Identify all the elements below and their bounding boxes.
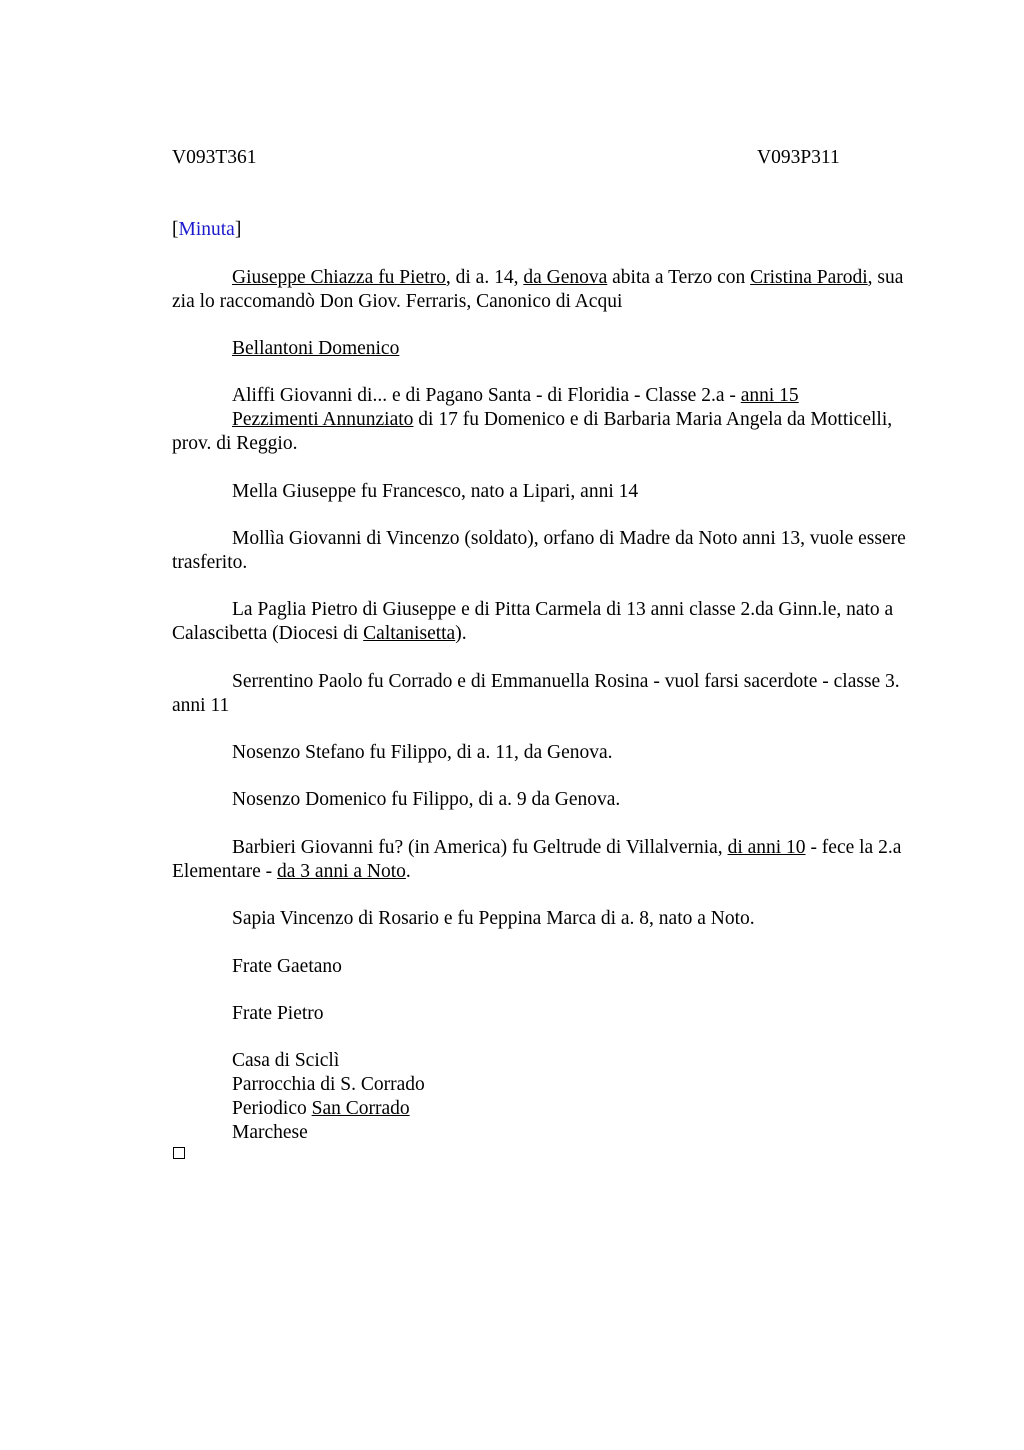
entry-pezzimenti: Pezzimenti Annunziato di 17 fu Domenico e di Barbaria Maria Angela da Motticelli, prov. di Reggio. bbox=[172, 409, 893, 454]
entry-lapaglia: La Paglia Pietro di Giuseppe e di Pitta Carmela di 13 anni classe 2.da Ginn.le, nato a Calascibetta (Diocesi di Caltanisetta). bbox=[172, 599, 894, 644]
reference-code-left: V093T361 bbox=[172, 147, 257, 168]
periodico-name: San Corrado bbox=[311, 1098, 410, 1119]
entry-frate-gaetano: Frate Gaetano bbox=[232, 956, 342, 977]
entry-sapia: Sapia Vincenzo di Rosario e fu Peppina Marca di a. 8, nato a Noto. bbox=[232, 908, 755, 929]
entry-aliffi: Aliffi Giovanni di... e di Pagano Santa - di Floridia - Classe 2.a - anni 15 bbox=[232, 385, 799, 406]
chiazza-name: Giuseppe Chiazza fu Pietro bbox=[232, 267, 446, 288]
entry-mollia: Mollìa Giovanni di Vincenzo (soldato), orfano di Madre da Noto anni 13, vuole essere trasferito. bbox=[172, 528, 906, 573]
barbieri-age: di anni 10 bbox=[727, 837, 806, 858]
footer-casa: Casa di Sciclì bbox=[232, 1050, 340, 1071]
entry-serrentino: Serrentino Paolo fu Corrado e di Emmanuella Rosina - vuol farsi sacerdote - classe 3. anni 11 bbox=[172, 671, 900, 716]
chiazza-aunt: Cristina Parodi bbox=[750, 267, 868, 288]
footer-marchese: Marchese bbox=[232, 1122, 308, 1143]
aliffi-age: anni 15 bbox=[740, 385, 799, 406]
empty-checkbox[interactable] bbox=[173, 1147, 185, 1159]
entry-chiazza: Giuseppe Chiazza fu Pietro, di a. 14, da Genova abita a Terzo con Cristina Parodi, sua zia lo raccomandò Don Giov. Ferraris, Canonico di Acqui bbox=[172, 267, 904, 312]
minuta-link[interactable]: Minuta bbox=[178, 219, 235, 240]
minuta-label bbox=[172, 218, 922, 242]
chiazza-origin: da Genova bbox=[523, 267, 608, 288]
entry-frate-pietro: Frate Pietro bbox=[232, 1003, 324, 1024]
minuta-bracket-open: [ bbox=[172, 219, 179, 240]
entry-bellantoni: Bellantoni Domenico bbox=[232, 338, 400, 359]
reference-code-right: V093P311 bbox=[757, 147, 840, 168]
footer-parrocchia: Parrocchia di S. Corrado bbox=[232, 1074, 425, 1095]
lapaglia-diocese: Caltanisetta bbox=[363, 623, 456, 644]
footer-list bbox=[172, 1049, 922, 1145]
entry-nosenzo-stefano: Nosenzo Stefano fu Filippo, di a. 11, da Genova. bbox=[232, 742, 613, 763]
footer-periodico: Periodico San Corrado bbox=[232, 1098, 410, 1119]
barbieri-years: da 3 anni a Noto bbox=[277, 861, 406, 882]
entry-barbieri: Barbieri Giovanni fu? (in America) fu Geltrude di Villalvernia, di anni 10 - fece la 2.a Elementare - da 3 anni a Noto. bbox=[172, 837, 902, 882]
minuta-bracket-close: ] bbox=[234, 219, 242, 240]
entry-nosenzo-domenico: Nosenzo Domenico fu Filippo, di a. 9 da Genova. bbox=[232, 789, 621, 810]
pezzimenti-name: Pezzimenti Annunziato bbox=[232, 409, 414, 430]
entry-mella: Mella Giuseppe fu Francesco, nato a Lipari, anni 14 bbox=[232, 481, 639, 502]
